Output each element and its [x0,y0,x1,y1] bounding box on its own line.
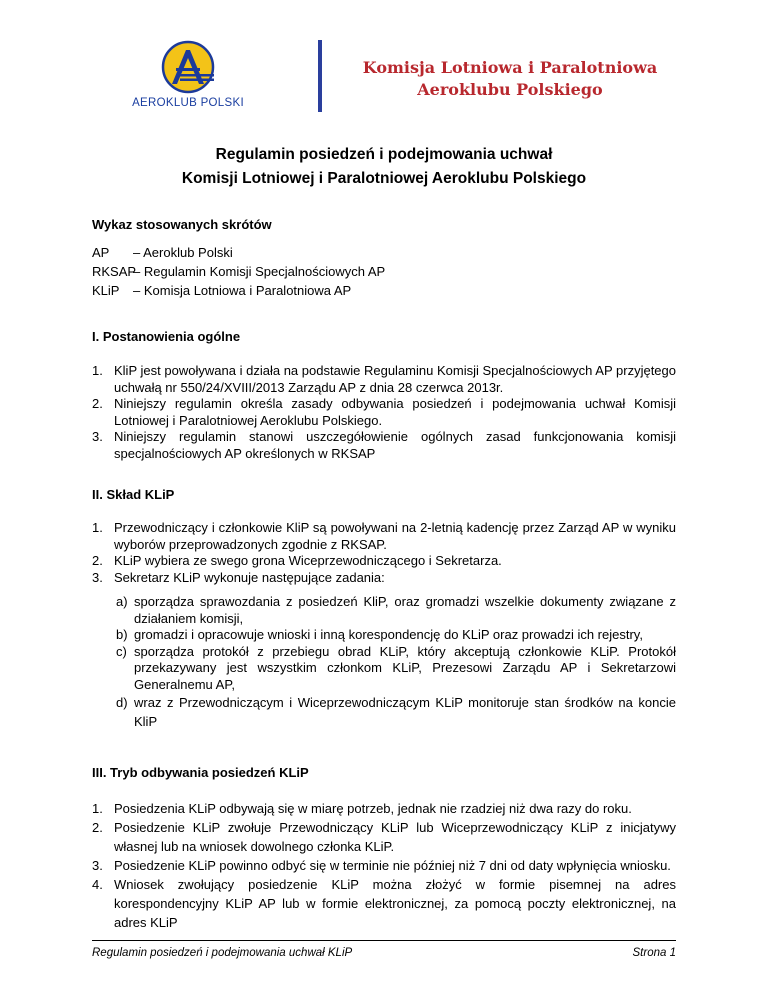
title-line-1: Regulamin posiedzeń i podejmowania uchwał [215,146,553,163]
list-item: 1. Przewodniczący i członkowie KliP są powoływani na 2-letnią kadencję przez Zarząd AP w wyniku wyborów przeprowadzonych zgodnie z RKSAP. [92,520,676,552]
abbreviation-key: RKSAP [92,264,137,279]
sublist-item: d) wraz z Przewodniczącym i Wiceprzewodniczącym KLiP monitoruje stan środków na koncie KliP [116,695,676,729]
list-item: 3. Niniejszy regulamin stanowi uszczegółowienie ogólnych zasad funkcjonowania komisji specjalnościowych AP określonych w RKSAP [92,429,676,461]
footer-document-name: Regulamin posiedzeń i podejmowania uchwał KLiP [92,947,353,959]
title-line-2: Komisji Lotniowej i Paralotniowej Aeroklubu Polskiego [181,170,587,187]
list-item: 4. Wniosek zwołujący posiedzenie KLiP można złożyć w formie pisemnej na adres korespondencyjny KLiP AP lub w formie elektronicznej, za pomocą poczty elektronicznej, na adres KLiP [92,877,676,930]
section-1-list [92,363,676,462]
list-item: 2. Niniejszy regulamin określa zasady odbywania posiedzeń i podejmowania uchwał Komisji Lotniowej i Paralotniowej Aeroklubu Polskiego. [92,396,676,428]
section-2-heading: II. Skład KLiP [92,487,175,502]
abbreviation-value: – Komisja Lotniowa i Paralotniowa AP [133,283,352,298]
footer-page-number: Strona 1 [632,947,676,959]
abbreviation-key: KLiP [92,283,120,298]
document-title [80,143,688,191]
org-line-1: Komisja Lotniowa i Paralotniowa [362,58,658,77]
aeroklub-logo [123,40,253,115]
section-3-list [92,799,676,932]
abbreviations-list [92,245,385,302]
abbreviation-value: – Regulamin Komisji Specjalnościowych AP [133,264,386,279]
abbreviation-value: – Aeroklub Polski [133,245,233,260]
sublist-item: a) sporządza sprawozdania z posiedzeń KliP, oraz gromadzi wszelkie dokumenty związane z działaniem komisji, [116,594,676,626]
org-line-2: Aeroklubu Polskiego [417,80,603,99]
section-2-sublist [116,594,676,731]
abbreviation-row [92,264,385,283]
organization-name [330,57,690,101]
logo-text: AEROKLUB POLSKI [132,97,244,109]
abbreviation-row [92,245,385,264]
list-item: 2. Posiedzenie KLiP zwołuje Przewodniczący KLiP lub Wiceprzewodniczący KLiP z inicjatywy własnej lub na wniosek dowolnego członka KLiP. [92,820,676,854]
abbreviation-key: AP [92,245,110,260]
list-item: 3. Sekretarz KLiP wykonuje następujące zadania: [92,569,385,585]
aeroklub-emblem-icon [150,40,226,96]
section-3-heading: III. Tryb odbywania posiedzeń KLiP [92,765,309,780]
footer-divider [92,940,676,941]
list-item: 1. Posiedzenia KLiP odbywają się w miarę potrzeb, jednak nie rzadziej niż dwa razy do roku. [92,801,632,816]
section-1-heading: I. Postanowienia ogólne [92,329,241,344]
list-item: 3. Posiedzenie KLiP powinno odbyć się w terminie nie później niż 7 dni od daty wpłynięcia wniosku. [92,858,671,873]
abbreviations-heading: Wykaz stosowanych skrótów [92,217,272,232]
sublist-item: c) sporządza protokół z przebiegu obrad KLiP, który akceptują członkowie KLiP. Protokół przekazywany jest wszystkim członkom KLiP, Prezesowi Zarządu AP i Sekretarzowi Generalnemu AP, [116,643,676,692]
section-2-list [92,520,676,586]
list-item: 2. KLiP wybiera ze swego grona Wiceprzewodniczącego i Sekretarza. [92,553,502,568]
sublist-item: b) gromadzi i opracowuje wnioski i inną korespondencję do KLiP oraz prowadzi ich rejestry, [116,627,643,642]
list-item: 1. KliP jest powoływana i działa na podstawie Regulaminu Komisji Specjalnościowych AP przyjętego uchwałą nr 550/24/XVIII/2013 Zarządu AP z dnia 28 czerwca 2013r. [92,363,676,395]
abbreviation-row [92,283,385,302]
header-divider [318,40,322,112]
